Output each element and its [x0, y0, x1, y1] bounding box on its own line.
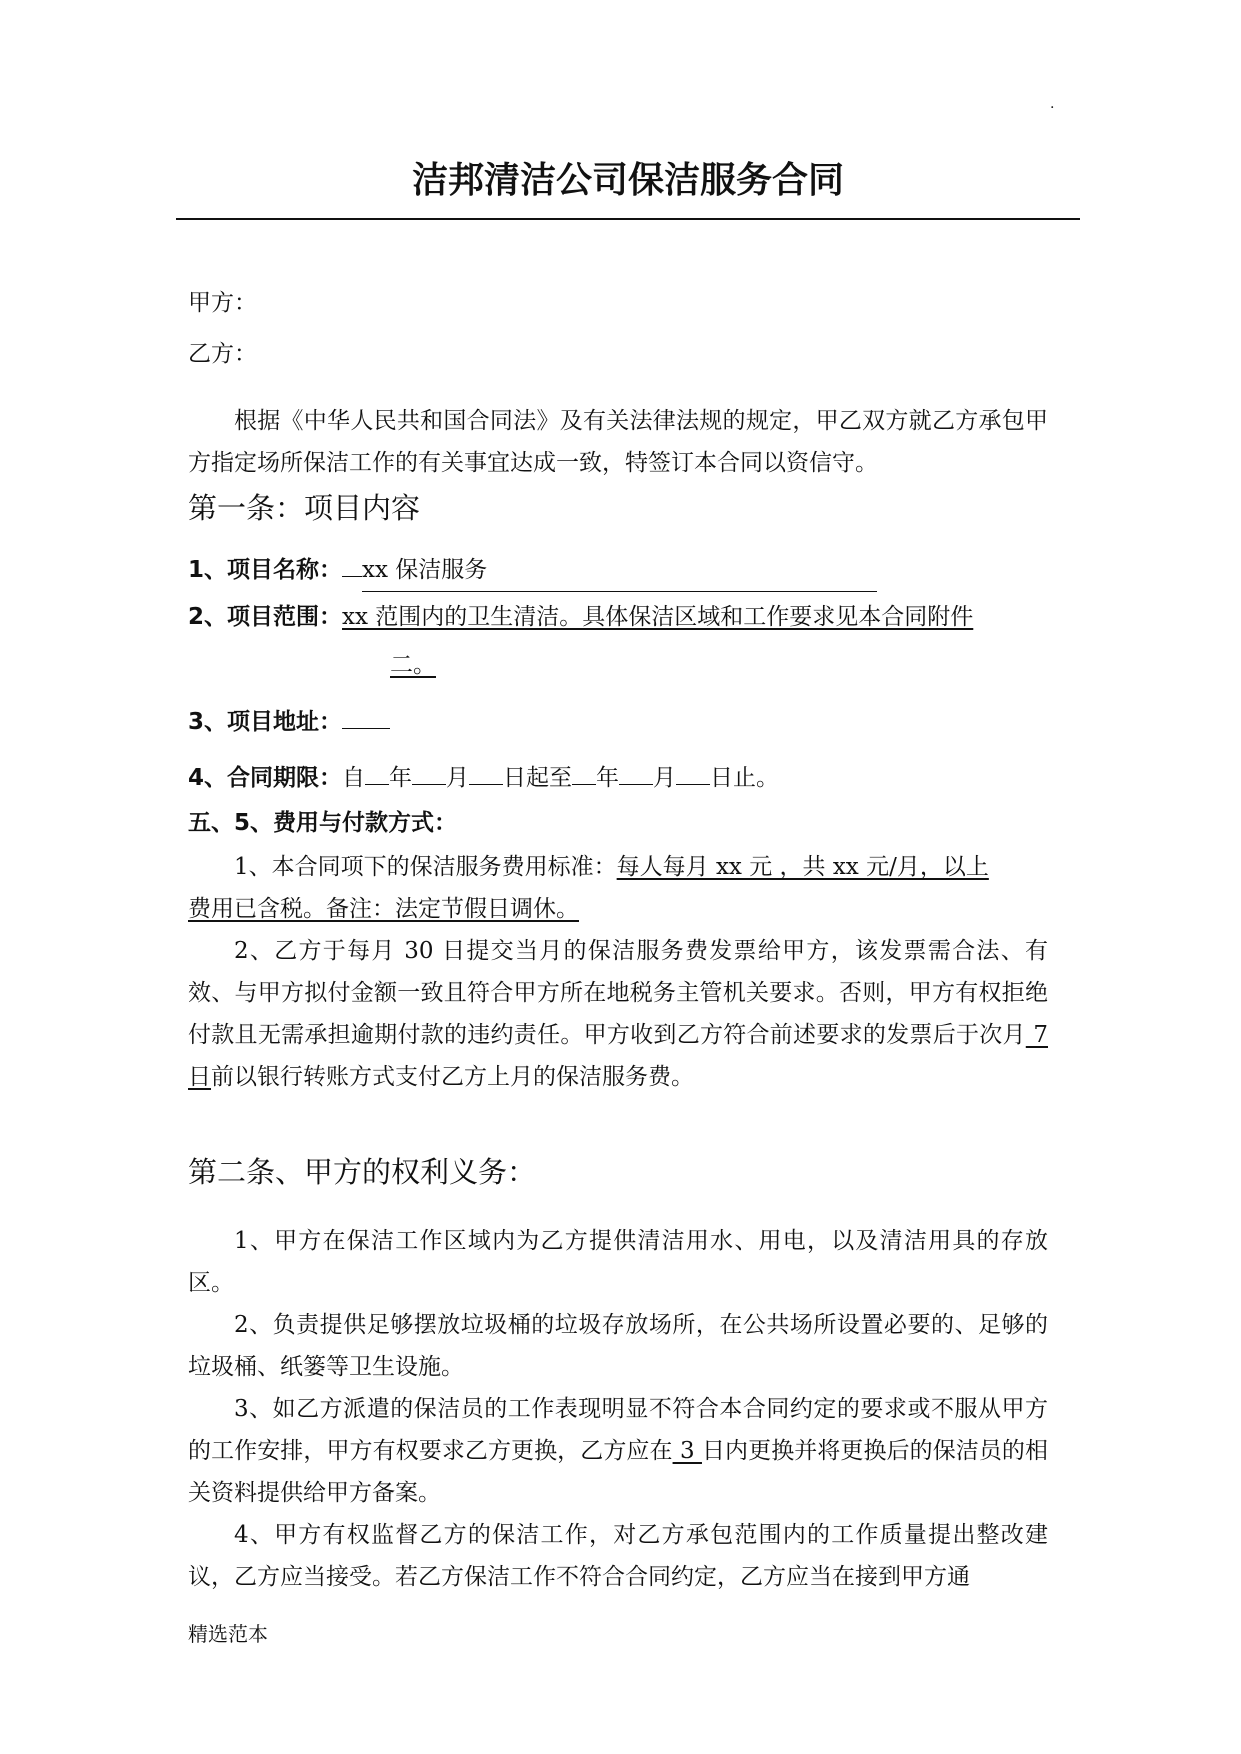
address-blank	[342, 700, 390, 729]
blank-line	[342, 548, 362, 577]
project-scope-label: 2、项目范围：	[188, 604, 343, 630]
fee-standard-prefix: 1、本合同项下的保洁服务费用标准：	[234, 854, 617, 880]
fee-standard-note: 费用已含税。备注：法定节假日调休。	[188, 896, 579, 922]
fee-standard-line1	[234, 846, 989, 888]
payment-terms-paragraph	[188, 930, 1048, 1098]
replacement-days-value: 3	[672, 1438, 702, 1464]
section2-clause-2: 2、负责提供足够摆放垃圾桶的垃圾存放场所，在公共场所设置必要的、足够的垃圾桶、纸篓等卫生设施。	[188, 1312, 1048, 1380]
end-month-blank	[619, 756, 653, 785]
project-address-item	[188, 700, 390, 743]
project-scope-item	[188, 596, 973, 638]
title-divider	[176, 218, 1080, 220]
term-from-text: 自	[342, 765, 366, 791]
intro-paragraph: 根据《中华人民共和国合同法》及有关法律法规的规定，甲乙双方就乙方承包甲方指定场所保洁工作的有关事宜达成一致，特签订本合同以资信守。	[188, 408, 1048, 476]
fee-standard-value: 每人每月 xx 元 ，共 xx 元/月，以上	[616, 854, 989, 880]
party-b-line: 乙方：	[188, 341, 257, 367]
clause-3-tail: 日内更换并将更换后的保洁员的相关资料提供给甲方备案。	[188, 1438, 1049, 1506]
section2-clause-4: 4、甲方有权监督乙方的保洁工作，对乙方承包范围内的工作质量提出整改建议，乙方应当接受。若乙方保洁工作不符合合同约定，乙方应当在接到甲方通	[188, 1522, 1048, 1590]
start-year-blank	[365, 756, 389, 785]
fee-standard-line2	[188, 888, 579, 930]
year-text: 年	[389, 765, 413, 791]
project-scope-value-line1: xx 范围内的卫生清洁。具体保洁区域和工作要求见本合同附件	[342, 604, 974, 630]
end-month-text: 月	[653, 765, 677, 791]
payment-terms-text: 2、乙方于每月 30 日提交当月的保洁服务费发票给甲方，该发票需合法、有效、与甲方拟付金额一致且符合甲方所在地税务主管机关要求。否则，甲方有权拒绝付款且无需承担逾期付款的违约责任。甲方收到乙方符合前述要求的发票后于次月	[188, 938, 1048, 1048]
section2-heading: 第二条、甲方的权利义务：	[188, 1155, 537, 1189]
month-text: 月	[446, 765, 470, 791]
party-a-line: 甲方：	[188, 290, 257, 316]
end-day-blank	[676, 756, 710, 785]
fee-heading	[188, 802, 457, 844]
contract-term-label: 4、合同期限：	[188, 765, 343, 791]
document-title: 洁邦清洁公司保洁服务合同	[411, 160, 844, 201]
corner-mark: .	[1050, 96, 1055, 112]
start-month-blank	[412, 756, 446, 785]
start-day-blank	[469, 756, 503, 785]
project-scope-continuation	[390, 644, 436, 686]
section2-clause-1: 1、甲方在保洁工作区域内为乙方提供清洁用水、用电，以及清洁用具的存放区。	[188, 1228, 1048, 1296]
project-name-value: xx 保洁服务	[362, 549, 877, 592]
project-name-item	[188, 548, 877, 592]
project-scope-value-line2: 二。	[390, 652, 436, 678]
clause-3-text: 3、如乙方派遣的保洁员的工作表现明显不符合本合同约定的要求或不服从甲方的工作安排，甲方有权要求乙方更换，乙方应在	[188, 1396, 1048, 1464]
payment-terms-tail: 前以银行转账方式支付乙方上月的保洁服务费。	[211, 1064, 694, 1090]
payment-day-value: 7 日	[188, 1022, 1048, 1090]
end-day-text: 日止。	[710, 765, 780, 791]
contract-term-item	[188, 756, 779, 799]
section1-heading: 第一条：项目内容	[188, 491, 421, 525]
start-day-text: 日起至	[503, 765, 573, 791]
fee-heading-text: 五、5、费用与付款方式：	[188, 810, 458, 836]
end-year-blank	[572, 756, 596, 785]
end-year-text: 年	[596, 765, 620, 791]
project-address-label: 3、项目地址：	[188, 709, 343, 735]
project-name-label: 1、项目名称：	[188, 557, 343, 583]
section2-clause-3	[188, 1388, 1048, 1514]
footer-label: 精选范本	[188, 1622, 268, 1646]
